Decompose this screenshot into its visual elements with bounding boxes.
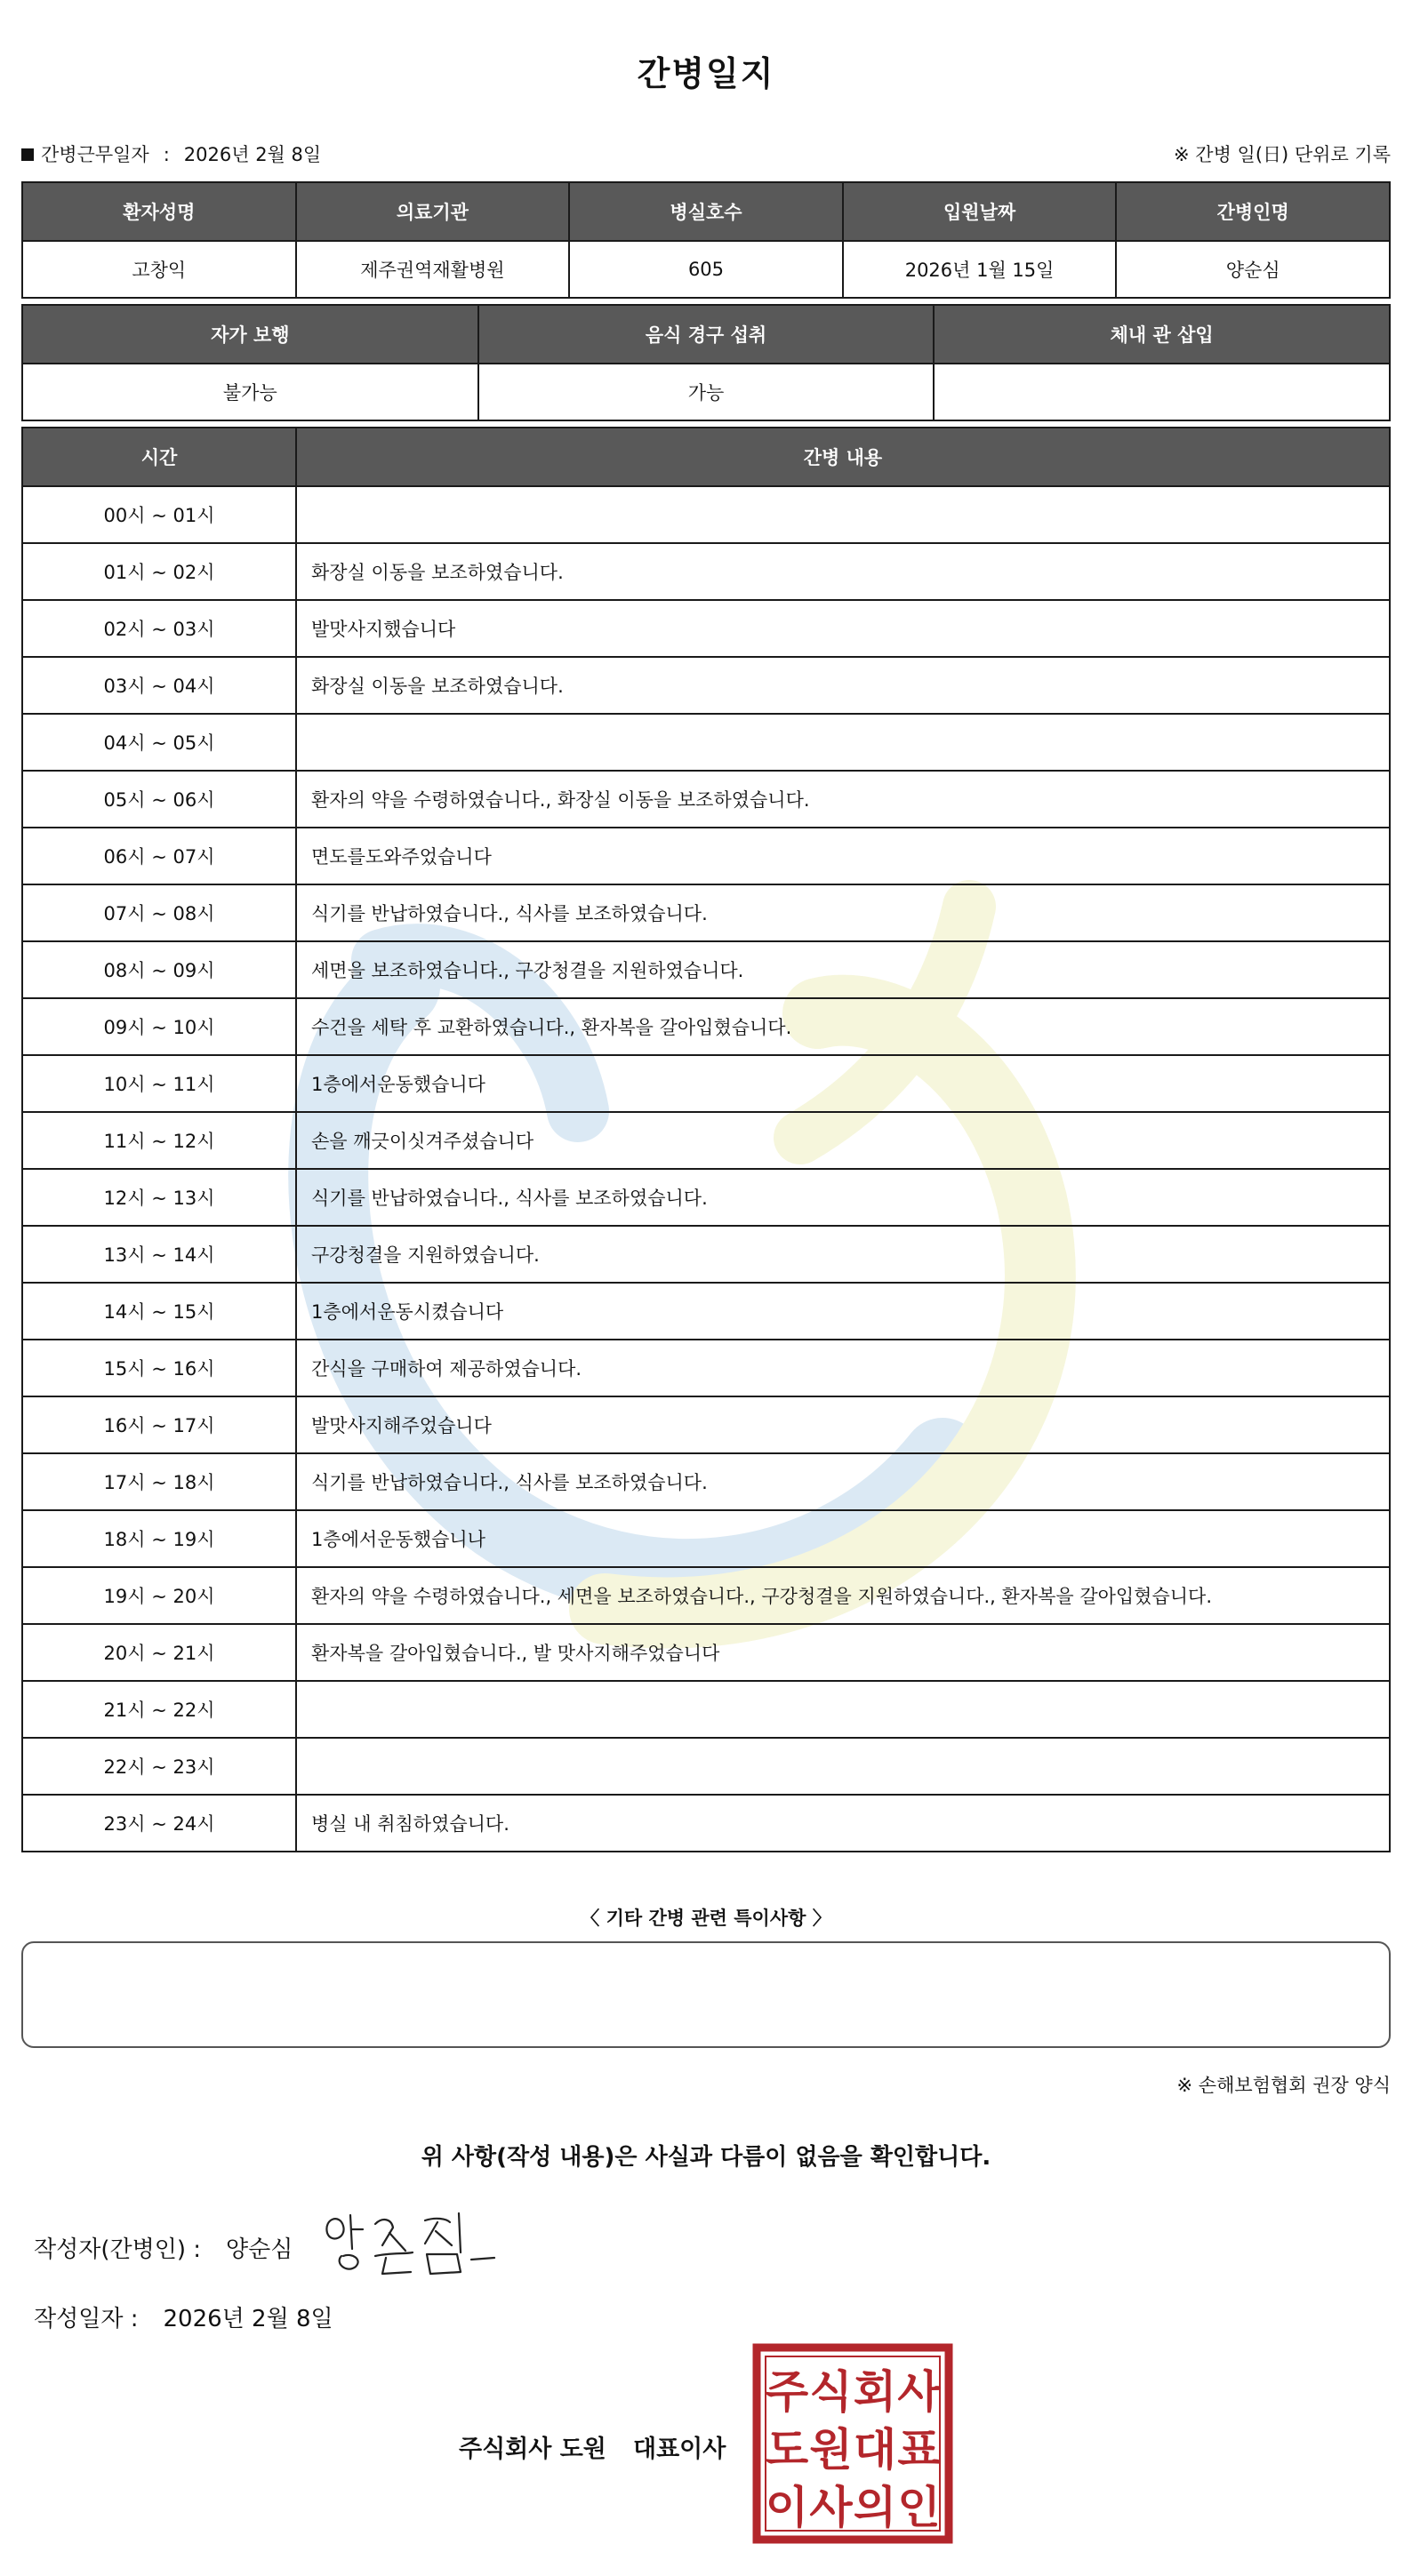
header-patient-name: 환자성명 (22, 182, 296, 241)
care-log-row (22, 1453, 1390, 1510)
seal-character: 사 (809, 2482, 853, 2533)
care-log-row (22, 1681, 1390, 1738)
patient-status-header-row (22, 305, 1390, 364)
log-content-cell: 구강청결을 지원하였습니다. (296, 1226, 1390, 1283)
seal-character: 도 (765, 2424, 809, 2476)
company-seal-stamp (752, 2343, 953, 2544)
care-log-row (22, 543, 1390, 600)
log-content-cell: 면도를도와주었습니다 (296, 828, 1390, 884)
remarks-box (21, 1941, 1391, 2048)
log-content-cell: 식기를 반납하였습니다., 식사를 보조하였습니다. (296, 884, 1390, 941)
seal-character: 인 (897, 2482, 941, 2533)
care-log-row (22, 1567, 1390, 1624)
log-content-cell (296, 1681, 1390, 1738)
care-log-row (22, 1396, 1390, 1453)
log-content-cell (296, 1738, 1390, 1795)
log-time-cell: 17시 ~ 18시 (22, 1453, 296, 1510)
care-log-row (22, 1283, 1390, 1340)
log-content-cell: 1층에서운동시켰습니다 (296, 1283, 1390, 1340)
log-content-cell: 화장실 이동을 보조하였습니다. (296, 543, 1390, 600)
writer-row (34, 2231, 293, 2264)
seal-character: 의 (853, 2482, 897, 2533)
seal-character: 표 (897, 2424, 941, 2476)
care-log-row (22, 1340, 1390, 1396)
patient-status-value-row (22, 364, 1390, 420)
work-date-row (21, 140, 321, 167)
patient-name: 고창익 (22, 241, 296, 298)
page-title: 간병일지 (637, 54, 775, 93)
square-bullet-icon (21, 148, 34, 161)
care-log-row (22, 1510, 1390, 1567)
care-log-row (22, 771, 1390, 828)
log-time-cell: 20시 ~ 21시 (22, 1624, 296, 1681)
log-content-cell: 수건을 세탁 후 교환하였습니다., 환자복을 갈아입혔습니다. (296, 998, 1390, 1055)
patient-info-header-row (22, 182, 1390, 241)
log-content-cell (296, 486, 1390, 543)
care-log-row (22, 486, 1390, 543)
writer-label: 작성자(간병인) : (34, 2236, 202, 2263)
log-time-cell: 00시 ~ 01시 (22, 486, 296, 543)
log-content-cell: 1층에서운동했습니나 (296, 1510, 1390, 1567)
log-content-cell: 환자복을 갈아입혔습니다., 발 맛사지해주었습니다 (296, 1624, 1390, 1681)
remarks-heading: 〈 기타 간병 관련 특이사항 〉 (581, 1908, 831, 1929)
log-time-cell: 03시 ~ 04시 (22, 657, 296, 714)
ceo-title: 대표이사 (633, 2436, 726, 2463)
log-content-cell: 화장실 이동을 보조하였습니다. (296, 657, 1390, 714)
log-time-cell: 14시 ~ 15시 (22, 1283, 296, 1340)
care-log-row (22, 714, 1390, 771)
writer-name: 양순심 (226, 2236, 293, 2263)
seal-character: 식 (809, 2366, 853, 2418)
log-time-cell: 18시 ~ 19시 (22, 1510, 296, 1567)
log-time-cell: 11시 ~ 12시 (22, 1112, 296, 1169)
seal-character: 주 (765, 2366, 809, 2418)
log-time-cell: 07시 ~ 08시 (22, 884, 296, 941)
header-time: 시간 (22, 428, 296, 486)
log-content-cell: 식기를 반납하였습니다., 식사를 보조하였습니다. (296, 1169, 1390, 1226)
confirmation-statement: 위 사항(작성 내용)은 사실과 다름이 없음을 확인합니다. (421, 2144, 991, 2171)
seal-character: 대 (853, 2424, 897, 2476)
work-date-colon: : (163, 144, 170, 165)
log-time-cell: 19시 ~ 20시 (22, 1567, 296, 1624)
log-content-cell: 간식을 구매하여 제공하였습니다. (296, 1340, 1390, 1396)
header-room-number: 병실호수 (569, 182, 843, 241)
log-time-cell: 04시 ~ 05시 (22, 714, 296, 771)
care-log-row (22, 1112, 1390, 1169)
care-log-row (22, 1624, 1390, 1681)
header-care-content: 간병 내용 (296, 428, 1390, 486)
seal-character: 회 (853, 2366, 897, 2418)
written-date-row (34, 2300, 333, 2333)
seal-character: 이 (765, 2482, 809, 2533)
log-content-cell: 환자의 약을 수령하였습니다., 화장실 이동을 보조하였습니다. (296, 771, 1390, 828)
log-content-cell (296, 714, 1390, 771)
header-self-walking: 자가 보행 (22, 305, 478, 364)
written-date-value: 2026년 2월 8일 (163, 2306, 333, 2332)
log-content-cell: 세면을 보조하였습니다., 구강청결을 지원하였습니다. (296, 941, 1390, 998)
company-name: 주식회사 도원 (459, 2436, 606, 2463)
caregiver-name: 양순심 (1116, 241, 1390, 298)
log-time-cell: 09시 ~ 10시 (22, 998, 296, 1055)
log-time-cell: 06시 ~ 07시 (22, 828, 296, 884)
seal-character: 사 (897, 2366, 941, 2418)
care-log-row (22, 1226, 1390, 1283)
care-log-row (22, 1169, 1390, 1226)
care-log-row (22, 941, 1390, 998)
log-time-cell: 15시 ~ 16시 (22, 1340, 296, 1396)
handwritten-signature (320, 2197, 507, 2283)
patient-info-table (21, 181, 1391, 299)
work-date-value: 2026년 2월 8일 (183, 144, 322, 165)
header-tube-insertion: 체내 관 삽입 (934, 305, 1390, 364)
care-log-row (22, 657, 1390, 714)
care-log-row (22, 884, 1390, 941)
log-time-cell: 23시 ~ 24시 (22, 1795, 296, 1852)
record-unit-note: ※ 간병 일(日) 단위로 기록 (1174, 144, 1391, 165)
care-log-row (22, 828, 1390, 884)
log-content-cell: 1층에서운동했습니다 (296, 1055, 1390, 1112)
log-time-cell: 08시 ~ 09시 (22, 941, 296, 998)
log-content-cell: 환자의 약을 수령하였습니다., 세면을 보조하였습니다., 구강청결을 지원하였습니다., 환자복을 갈아입혔습니다. (296, 1567, 1390, 1624)
header-admission-date: 입원날짜 (843, 182, 1117, 241)
room-number: 605 (569, 241, 843, 298)
care-log-row (22, 1738, 1390, 1795)
log-time-cell: 10시 ~ 11시 (22, 1055, 296, 1112)
patient-info-value-row (22, 241, 1390, 298)
log-content-cell: 손을 깨긋이싯겨주셨습니다 (296, 1112, 1390, 1169)
admission-date: 2026년 1월 15일 (843, 241, 1117, 298)
care-log-header-row (22, 428, 1390, 486)
log-time-cell: 13시 ~ 14시 (22, 1226, 296, 1283)
log-content-cell: 발맛사지해주었습니다 (296, 1396, 1390, 1453)
care-log-row (22, 1055, 1390, 1112)
form-source-note: ※ 손해보험협회 권장 양식 (1176, 2075, 1391, 2096)
log-time-cell: 01시 ~ 02시 (22, 543, 296, 600)
care-log-table (21, 427, 1391, 1852)
log-time-cell: 22시 ~ 23시 (22, 1738, 296, 1795)
header-oral-intake: 음식 경구 섭취 (478, 305, 935, 364)
log-content-cell: 발맛사지했습니다 (296, 600, 1390, 657)
log-time-cell: 05시 ~ 06시 (22, 771, 296, 828)
tube-insertion-value (934, 364, 1390, 420)
seal-character: 원 (809, 2424, 853, 2476)
care-log-row (22, 998, 1390, 1055)
log-time-cell: 16시 ~ 17시 (22, 1396, 296, 1453)
oral-intake-value: 가능 (478, 364, 935, 420)
self-walking-value: 불가능 (22, 364, 478, 420)
medical-institution: 제주권역재활병원 (296, 241, 570, 298)
written-date-label: 작성일자 : (34, 2306, 139, 2332)
header-medical-institution: 의료기관 (296, 182, 570, 241)
log-content-cell: 식기를 반납하였습니다., 식사를 보조하였습니다. (296, 1453, 1390, 1510)
care-log-row (22, 1795, 1390, 1852)
log-content-cell: 병실 내 취침하였습니다. (296, 1795, 1390, 1852)
log-time-cell: 12시 ~ 13시 (22, 1169, 296, 1226)
header-caregiver-name: 간병인명 (1116, 182, 1390, 241)
log-time-cell: 02시 ~ 03시 (22, 600, 296, 657)
care-log-row (22, 600, 1390, 657)
log-time-cell: 21시 ~ 22시 (22, 1681, 296, 1738)
patient-status-table (21, 304, 1391, 421)
work-date-label: 간병근무일자 (41, 144, 149, 165)
